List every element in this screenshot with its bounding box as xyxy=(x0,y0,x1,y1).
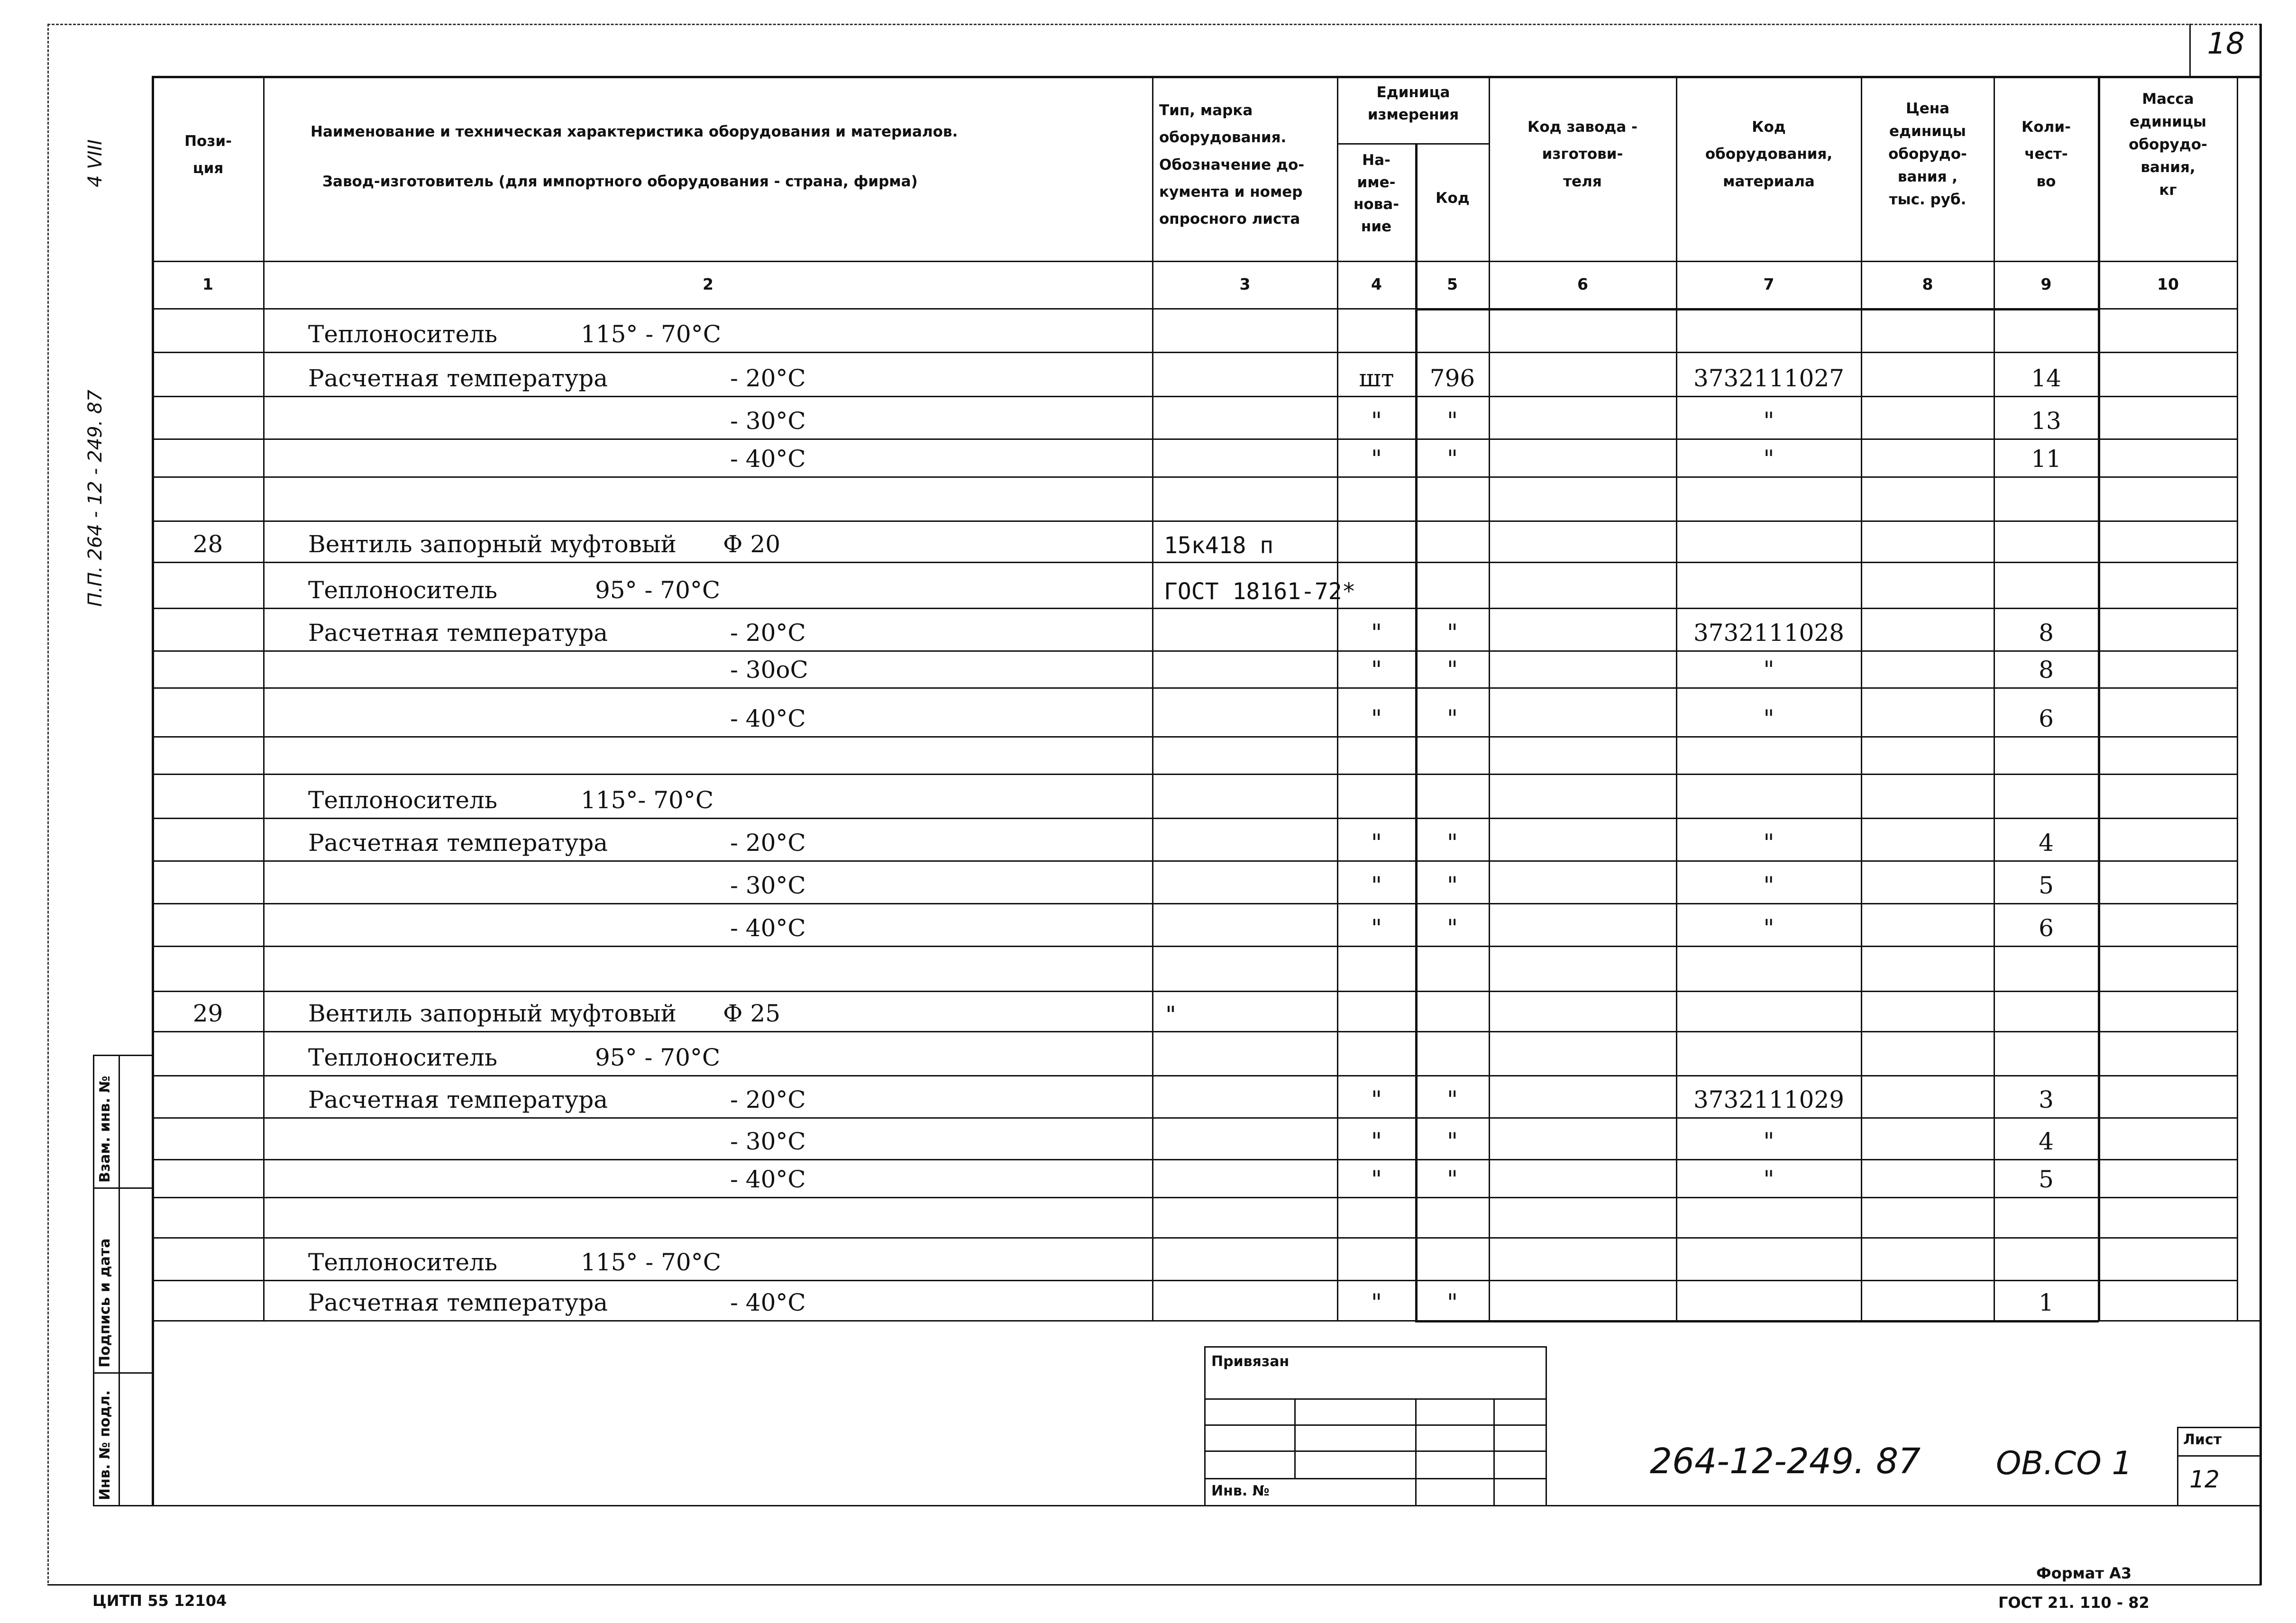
row-divider xyxy=(152,1117,2238,1119)
row-quantity: 4 xyxy=(2039,1128,2054,1155)
bottom-frame-line xyxy=(47,1584,2261,1586)
row-unit-code: " xyxy=(1447,1128,1458,1155)
row-type: " xyxy=(1164,1002,1178,1028)
row-equipment-code: " xyxy=(1763,829,1775,857)
row-unit: " xyxy=(1371,619,1382,647)
colnum-10: 10 xyxy=(2157,275,2179,293)
row-design-temperature: - 20°C xyxy=(730,1086,806,1113)
list-box-left xyxy=(2177,1427,2178,1505)
privyazan-v2 xyxy=(1415,1398,1417,1505)
header-col2-line2: Завод-изготовитель (для импортного оборудования - страна, фирма) xyxy=(322,173,918,190)
row-unit-code: " xyxy=(1447,1086,1458,1113)
col-line-9 xyxy=(2098,76,2100,1320)
row-unit-code: 796 xyxy=(1429,365,1475,392)
col-line-5 xyxy=(1489,76,1490,1320)
privyazan-v3 xyxy=(1493,1398,1495,1505)
colnum-8: 8 xyxy=(1922,275,1933,293)
header-bottom-line xyxy=(152,261,2238,262)
bold-block-bottom xyxy=(1415,1320,2099,1322)
row-quantity: 4 xyxy=(2039,829,2054,857)
row-divider xyxy=(152,438,2238,440)
row-divider xyxy=(152,1159,2238,1160)
row-unit: шт xyxy=(1359,365,1394,392)
row-divider xyxy=(152,774,2238,775)
row-design-temperature: - 30°C xyxy=(730,1128,806,1155)
row-unit-code: " xyxy=(1447,619,1458,647)
sidebar-code-vertical: П.П. 264 - 12 - 249. 87 xyxy=(84,390,106,607)
row-design-temperature: - 30оC xyxy=(730,656,808,684)
row-quantity: 13 xyxy=(2031,407,2061,435)
row-name: Теплоноситель xyxy=(308,1249,498,1276)
row-unit-code: " xyxy=(1447,1289,1458,1316)
sheet-value: 12 xyxy=(2189,1466,2220,1493)
row-name: Вентиль запорный муфтовый xyxy=(308,1000,677,1027)
privyazan-label: Привязан xyxy=(1211,1353,1290,1370)
row-unit: " xyxy=(1371,445,1382,473)
row-temperature-range: 95° - 70°C xyxy=(595,576,721,604)
unit-group-line xyxy=(1337,143,1489,145)
stamp-col-mid xyxy=(119,1055,120,1505)
row-divider xyxy=(152,1031,2238,1032)
row-name: Расчетная температура xyxy=(308,619,608,647)
row-unit-code: " xyxy=(1447,656,1458,684)
table-bottom-border xyxy=(152,1505,2261,1506)
header-col8: Цена единицы оборудо- вания , тыс. руб. xyxy=(1888,100,1967,209)
stamp-line-1 xyxy=(93,1055,152,1056)
row-unit: " xyxy=(1371,1289,1382,1316)
left-dash-line xyxy=(47,24,49,1583)
header-col10: Масса единицы оборудо- вания, кг xyxy=(2129,91,2207,199)
doc-code: 264-12-249. 87 xyxy=(1650,1441,1921,1482)
row-design-temperature: - 40°C xyxy=(730,445,806,473)
top-dash-line xyxy=(47,24,2261,25)
stamp-vzam-inv: Взам. инв. № xyxy=(97,1076,113,1183)
header-col6: Код завода - изготови- теля xyxy=(1528,119,1637,190)
colnum-3: 3 xyxy=(1239,275,1251,293)
row-equipment-code: " xyxy=(1763,914,1775,942)
inv-no-label: Инв. № xyxy=(1211,1483,1270,1499)
row-type: 15к418 п xyxy=(1164,532,1274,559)
privyazan-v1 xyxy=(1294,1398,1296,1478)
row-quantity: 14 xyxy=(2031,365,2061,392)
row-equipment-code: 3732111027 xyxy=(1693,365,1845,392)
row-name: Расчетная температура xyxy=(308,1086,608,1113)
col-line-1 xyxy=(263,76,265,1320)
list-box-top xyxy=(2177,1427,2260,1428)
header-col3: Тип, марка оборудования. Обозначение до- кумента и номер опросного листа xyxy=(1159,102,1305,228)
row-unit: " xyxy=(1371,1128,1382,1155)
header-col45-group: Единица измерения xyxy=(1367,84,1459,123)
footer-gost: ГОСТ 21. 110 - 82 xyxy=(1998,1594,2150,1612)
row-name: Теплоноситель xyxy=(308,786,498,814)
row-design-temperature: - 40°C xyxy=(730,1289,806,1316)
row-temperature-range: 115° - 70°C xyxy=(581,320,721,348)
row-unit-code: " xyxy=(1447,705,1458,732)
row-unit: " xyxy=(1371,1166,1382,1193)
row-unit: " xyxy=(1371,1086,1382,1113)
row-equipment-code: " xyxy=(1763,407,1775,435)
header-col4: На- име- нова- ние xyxy=(1353,152,1400,235)
stamp-inv-podl: Инв. № подл. xyxy=(97,1390,113,1500)
colnum-6: 6 xyxy=(1577,275,1588,293)
row-unit: " xyxy=(1371,829,1382,857)
header-col9: Коли- чест- во xyxy=(2022,119,2071,190)
row-diameter: Ф 20 xyxy=(723,530,781,558)
row-design-temperature: - 20°C xyxy=(730,619,806,647)
row-design-temperature: - 20°C xyxy=(730,829,806,857)
colnum-9: 9 xyxy=(2040,275,2052,293)
row-design-temperature: - 40°C xyxy=(730,914,806,942)
row-design-temperature: - 30°C xyxy=(730,407,806,435)
row-unit-code: " xyxy=(1447,445,1458,473)
row-position: 29 xyxy=(192,1000,223,1027)
row-quantity: 6 xyxy=(2039,914,2054,942)
row-temperature-range: 115° - 70°C xyxy=(581,1249,721,1276)
row-unit: " xyxy=(1371,656,1382,684)
row-divider xyxy=(152,991,2238,992)
row-quantity: 5 xyxy=(2039,872,2054,899)
colnum-4: 4 xyxy=(1371,275,1382,293)
stamp-line-2 xyxy=(93,1187,152,1189)
row-quantity: 6 xyxy=(2039,705,2054,732)
row-divider xyxy=(152,562,2238,563)
colnum-5: 5 xyxy=(1447,275,1458,293)
row-equipment-code: " xyxy=(1763,872,1775,899)
row-name: Вентиль запорный муфтовый xyxy=(308,530,677,558)
row-unit-code: " xyxy=(1447,914,1458,942)
row-divider xyxy=(152,687,2238,689)
row-unit: " xyxy=(1371,872,1382,899)
col-line-10 xyxy=(2237,76,2238,1320)
row-temperature-range: 115°- 70°C xyxy=(581,786,714,814)
sheet-box-left xyxy=(2189,24,2191,76)
list-box-mid xyxy=(2177,1455,2260,1457)
row-quantity: 5 xyxy=(2039,1166,2054,1193)
stamp-line-3 xyxy=(93,1372,152,1374)
row-divider xyxy=(152,396,2238,397)
row-divider xyxy=(152,1075,2238,1076)
row-equipment-code: 3732111029 xyxy=(1693,1086,1845,1113)
row-divider xyxy=(152,1197,2238,1198)
row-position: 28 xyxy=(192,530,223,558)
colnum-1: 1 xyxy=(202,275,213,293)
row-name: Расчетная температура xyxy=(308,365,608,392)
doc-suffix: ОВ.СО 1 xyxy=(1996,1445,2132,1482)
row-equipment-code: " xyxy=(1763,705,1775,732)
row-unit: " xyxy=(1371,705,1382,732)
row-design-temperature: - 20°C xyxy=(730,365,806,392)
row-quantity: 8 xyxy=(2039,656,2054,684)
row-equipment-code: " xyxy=(1763,445,1775,473)
row-divider xyxy=(152,736,2238,738)
row-divider xyxy=(152,608,2238,609)
row-name: Теплоноситель xyxy=(308,576,498,604)
row-divider xyxy=(152,352,2238,353)
row-divider xyxy=(152,650,2238,652)
row-temperature-range: 95° - 70°C xyxy=(595,1044,721,1071)
col-line-2 xyxy=(1152,76,1153,1320)
col-line-7 xyxy=(1861,76,1862,1320)
row-equipment-code: " xyxy=(1763,1128,1775,1155)
sidebar-mark-vertical: 4 VIII xyxy=(84,139,106,187)
header-col2-line1: Наименование и техническая характеристика оборудования и материалов. xyxy=(311,123,958,140)
row-quantity: 11 xyxy=(2031,445,2061,473)
row-design-temperature: - 40°C xyxy=(730,1166,806,1193)
bold-block-top xyxy=(1415,308,2099,310)
sheet-label: Лист xyxy=(2183,1432,2222,1448)
row-type: ГОСТ 18161-72* xyxy=(1164,578,1356,605)
row-divider xyxy=(152,903,2238,904)
row-equipment-code: " xyxy=(1763,656,1775,684)
row-divider xyxy=(152,476,2238,478)
row-name: Расчетная температура xyxy=(308,1289,608,1316)
row-equipment-code: " xyxy=(1763,1166,1775,1193)
row-name: Расчетная температура xyxy=(308,829,608,857)
sheet-number-top: 18 xyxy=(2207,26,2245,61)
row-design-temperature: - 30°C xyxy=(730,872,806,899)
stamp-col-left xyxy=(93,1055,94,1505)
row-diameter: Ф 25 xyxy=(723,1000,781,1027)
row-divider xyxy=(152,946,2238,947)
table-top-border xyxy=(152,76,2261,78)
row-unit-code: " xyxy=(1447,1166,1458,1193)
row-unit-code: " xyxy=(1447,872,1458,899)
privyazan-right xyxy=(1546,1346,1547,1505)
row-divider xyxy=(152,818,2238,819)
row-name: Теплоноситель xyxy=(308,320,498,348)
row-design-temperature: - 40°C xyxy=(730,705,806,732)
footer-left: ЦИТП 55 12104 xyxy=(92,1592,227,1610)
header-col5: Код xyxy=(1436,190,1470,207)
colnum-7: 7 xyxy=(1763,275,1775,293)
row-name: Теплоноситель xyxy=(308,1044,498,1071)
row-unit: " xyxy=(1371,914,1382,942)
footer-format: Формат А3 xyxy=(2036,1564,2132,1582)
row-quantity: 3 xyxy=(2039,1086,2054,1113)
row-quantity: 8 xyxy=(2039,619,2054,647)
row-quantity: 1 xyxy=(2039,1289,2054,1316)
row-equipment-code: 3732111028 xyxy=(1693,619,1845,647)
header-col7: Код оборудования, материала xyxy=(1705,119,1833,190)
right-frame-line xyxy=(2259,24,2262,1585)
row-unit-code: " xyxy=(1447,829,1458,857)
row-unit-code: " xyxy=(1447,407,1458,435)
row-divider xyxy=(152,1280,2238,1281)
row-unit: " xyxy=(1371,407,1382,435)
row-divider xyxy=(152,860,2238,862)
stamp-podpis-data: Подпись и дата xyxy=(97,1238,113,1368)
row-divider xyxy=(152,520,2238,522)
stamp-line-4 xyxy=(93,1505,152,1506)
colnum-2: 2 xyxy=(703,275,713,293)
privyazan-top xyxy=(1204,1346,1546,1348)
row-divider xyxy=(152,1237,2238,1239)
header-col1: Пози- ция xyxy=(184,133,232,177)
